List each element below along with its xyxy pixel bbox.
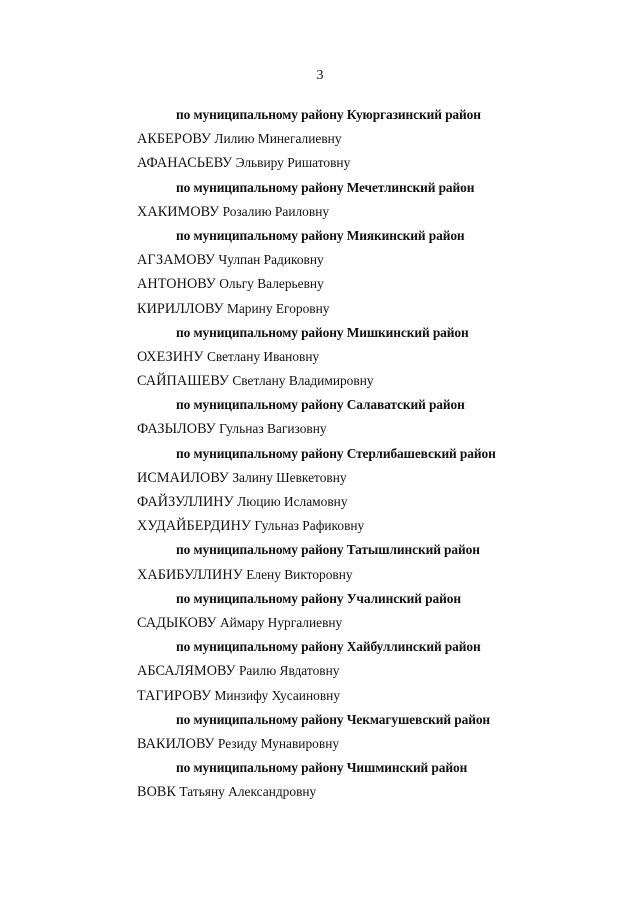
person-surname: АКБЕРОВУ <box>137 131 211 148</box>
person-name <box>0 563 640 587</box>
person-given-names: Резиду Мунавировну <box>217 735 340 751</box>
person-given-names: Елену Викторовну <box>246 566 353 582</box>
district-heading: по муниципальному району Миякинский район <box>176 227 465 243</box>
person-name <box>0 417 640 441</box>
person-given-names: Минзифу Хусаиновну <box>214 687 341 703</box>
person-given-names: Аймару Нургалиевну <box>219 614 343 630</box>
person-surname: ТАГИРОВУ <box>137 687 212 704</box>
person-name <box>0 514 640 538</box>
person-surname: ФАЙЗУЛЛИНУ <box>137 494 234 510</box>
person-given-names: Гульназ Рафиковну <box>254 518 365 534</box>
person-given-names: Татьяну Александровну <box>179 784 317 800</box>
person-given-names: Эльвиру Ришатовну <box>235 155 351 171</box>
person-surname: ОХЕЗИНУ <box>137 348 204 365</box>
person-name <box>0 780 640 804</box>
person-given-names: Залину Шевкетовну <box>232 469 347 485</box>
person-surname: САЙПАШЕВУ <box>137 373 229 390</box>
person-given-names: Раилю Явдатовну <box>238 663 340 679</box>
person-given-names: Светлану Владимировну <box>232 373 374 389</box>
person-name <box>0 684 640 708</box>
person-name <box>0 345 640 369</box>
entry-list <box>0 103 640 804</box>
person-given-names: Лилию Минегалиевну <box>214 131 342 147</box>
person-given-names: Чулпан Радиковну <box>218 252 324 268</box>
person-surname: ВОВК <box>137 784 177 801</box>
person-name <box>0 611 640 635</box>
person-name <box>0 127 640 151</box>
person-name <box>0 151 640 175</box>
person-given-names: Розалию Раиловну <box>222 203 330 219</box>
person-given-names: Ольгу Валерьевну <box>219 276 324 292</box>
district-heading: по муниципальному району Стерлибашевский район <box>176 445 496 461</box>
person-name <box>0 248 640 272</box>
district-heading: по муниципальному району Учалинский район <box>176 590 461 606</box>
person-surname: ХУДАЙБЕРДИНУ <box>137 518 252 535</box>
person-given-names: Гульназ Вагизовну <box>219 421 327 437</box>
person-surname: ХАКИМОВУ <box>137 203 220 220</box>
person-given-names: Марину Егоровну <box>226 300 330 316</box>
person-surname: АГЗАМОВУ <box>137 252 216 269</box>
person-surname: ФАЗЫЛОВУ <box>137 421 216 438</box>
page-number: 3 <box>316 68 324 83</box>
person-given-names: Светлану Ивановну <box>206 348 320 364</box>
person-name <box>0 369 640 393</box>
person-name <box>0 490 640 514</box>
district-heading: по муниципальному району Мишкинский район <box>176 324 469 340</box>
person-name <box>0 272 640 296</box>
person-name <box>0 659 640 683</box>
person-name <box>0 732 640 756</box>
person-surname: АНТОНОВУ <box>137 276 216 293</box>
person-surname: САДЫКОВУ <box>137 614 217 631</box>
person-surname: ИСМАИЛОВУ <box>137 469 229 486</box>
district-heading: по муниципальному району Чекмагушевский район <box>176 711 491 727</box>
district-heading: по муниципальному району Куюргазинский район <box>176 107 481 122</box>
person-surname: ХАБИБУЛЛИНУ <box>137 566 243 583</box>
district-heading: по муниципальному району Чишминский район <box>176 760 468 776</box>
person-given-names: Люцию Исламовну <box>237 494 348 509</box>
district-heading: по муниципальному району Хайбуллинский район <box>176 639 481 655</box>
district-heading: по муниципальному району Салаватский район <box>176 397 465 413</box>
person-surname: ВАКИЛОВУ <box>137 735 215 752</box>
person-surname: АФАНАСЬЕВУ <box>137 155 233 172</box>
person-name <box>0 466 640 490</box>
person-surname: КИРИЛЛОВУ <box>137 300 224 317</box>
person-name <box>0 200 640 224</box>
district-heading: по муниципальному району Татышлинский район <box>176 542 480 558</box>
person-surname: АБСАЛЯМОВУ <box>137 663 236 680</box>
person-name <box>0 297 640 321</box>
district-heading: по муниципальному району Мечетлинский район <box>176 179 475 195</box>
